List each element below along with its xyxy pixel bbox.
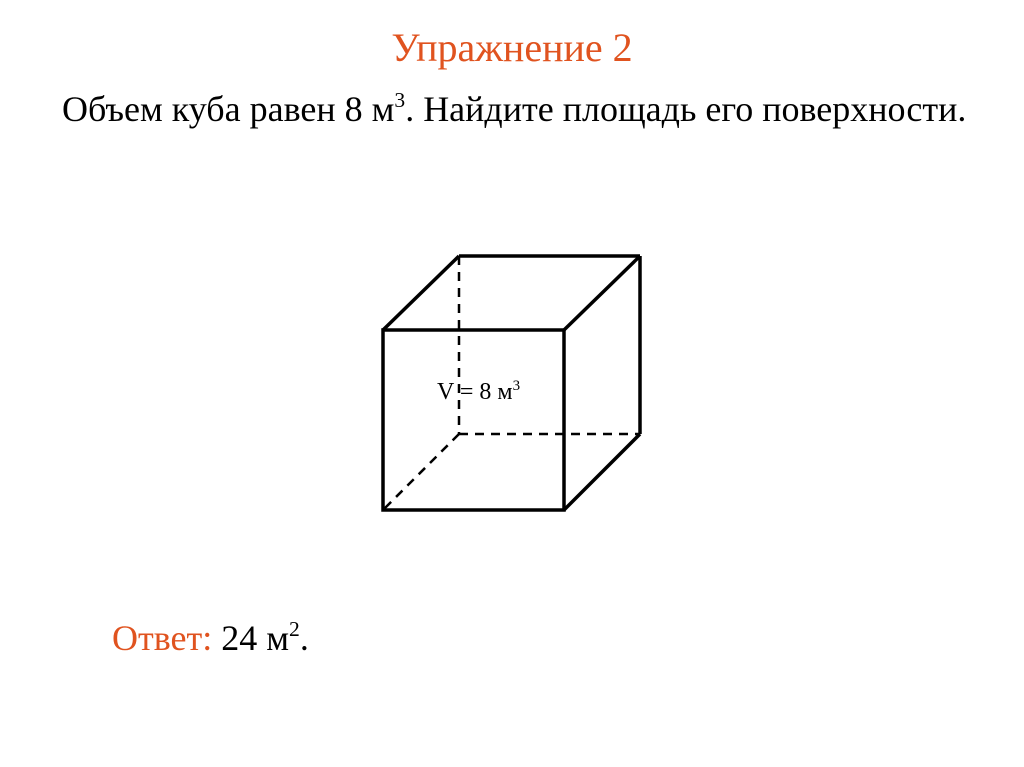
answer-label: Ответ:: [112, 618, 213, 658]
answer-line: [112, 614, 309, 667]
cube-edge-top-right: [564, 256, 640, 330]
problem-text-before: Объем куба равен 8 м: [62, 89, 395, 129]
cube-hidden-edge-diagonal: [383, 434, 459, 510]
cube-volume-exponent: 3: [512, 378, 521, 394]
cube-edge-top-left: [383, 256, 459, 330]
problem-exponent: 3: [394, 87, 406, 112]
answer-suffix: .: [299, 618, 309, 658]
cube-diagram: [370, 245, 655, 520]
problem-text-after: . Найдите площадь его поверхности.: [405, 89, 967, 129]
answer-value: 24 м: [221, 618, 290, 658]
exercise-title: Упражнение 2: [391, 25, 633, 70]
answer-exponent: 2: [289, 616, 300, 641]
problem-statement: [62, 84, 990, 139]
cube-volume-label: V = 8 $м^3$: [437, 378, 521, 405]
cube-edge-bottom-right: [564, 434, 640, 510]
